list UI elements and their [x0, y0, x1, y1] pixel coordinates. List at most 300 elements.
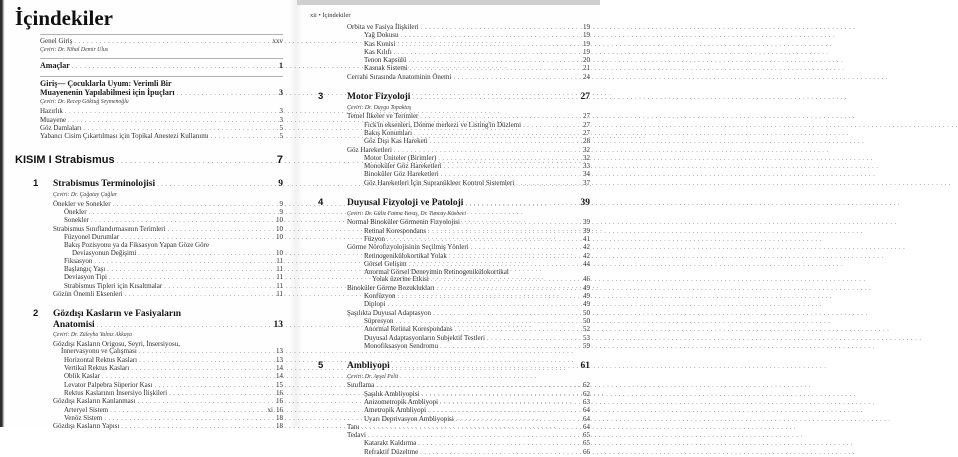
dot-leader — [487, 335, 581, 343]
translator-credit: Çeviri: Dr. Züleyha Yalnız Akkaya — [53, 332, 133, 339]
dot-leader — [438, 155, 581, 163]
toc-entry-label: Anormal Retinal Korespondans — [364, 325, 453, 334]
translator-credit: Çeviri: Dr. Çağatay Çağlar — [53, 191, 118, 198]
toc-entry-page: 65 — [583, 439, 590, 448]
toc-subsection — [310, 440, 590, 448]
toc-subsection — [15, 266, 283, 274]
dot-leader — [68, 117, 277, 125]
dot-leader — [440, 343, 581, 351]
dot-leader — [211, 133, 278, 141]
toc-entry-page: 62 — [583, 389, 590, 398]
right-page — [300, 0, 600, 456]
dot-leader — [97, 320, 272, 332]
toc-entry-label: Ambliyopi — [347, 361, 390, 372]
section-divider — [40, 58, 283, 59]
toc-subsection — [310, 49, 590, 57]
toc-subsection — [310, 180, 590, 188]
toc-entry-label: Süpresyon — [364, 316, 394, 325]
toc-entry-label: Gözdışı Kasların Yapısı — [53, 422, 120, 431]
dot-leader — [436, 285, 581, 293]
toc-entry-page: 16 — [276, 405, 283, 414]
toc-section — [310, 147, 590, 155]
dot-leader — [104, 415, 274, 423]
toc-entry-label: Motor Üniteler (Birimler) — [364, 153, 437, 162]
toc-entry-label: Göz Dışı Kas Hareketi — [364, 137, 428, 146]
toc-entry-page: 63 — [583, 397, 590, 406]
toc-entry-label: Fick'in eksenleri, Dönme merkezi ve Listing'in Düzlemi — [364, 120, 522, 129]
toc-entry-label: Giriş— Çocuklarla Uyum: Verimli Bir — [40, 78, 172, 88]
toc-section — [310, 74, 590, 82]
toc-front — [15, 62, 283, 72]
dot-leader — [89, 209, 278, 217]
toc-entry-label: Şaşılık Ambliyopisi — [364, 389, 420, 398]
toc-entry-page: 46 — [583, 275, 590, 284]
toc-entry-label: Kas Konisi — [364, 39, 396, 48]
toc-entry-page: 39 — [583, 226, 590, 235]
toc-entry-page: 10 — [276, 248, 283, 257]
toc-entry-label: Motor Fizyoloji — [347, 92, 411, 103]
toc-entry-page: 1 — [279, 61, 283, 71]
toc-entry-page: 5 — [279, 132, 283, 141]
dot-leader — [157, 179, 276, 191]
toc-subsection — [310, 163, 590, 171]
dot-leader — [121, 423, 274, 431]
toc-front — [15, 133, 283, 141]
toc-chapter — [318, 361, 590, 373]
dot-leader — [168, 226, 274, 234]
toc-entry-label: Binoküler Görme Bozuklukları — [347, 283, 435, 292]
toc-entry-page: 53 — [583, 333, 590, 342]
toc-entry-label: Rektus Kaslarının İnsersiyo İlişkileri — [64, 388, 168, 397]
toc-entry-label: İnnervasyonu ve Çalışması — [61, 347, 137, 356]
toc-entry-page: 64 — [583, 406, 590, 415]
toc-entry-label: Retinal Korespondans — [364, 226, 427, 235]
toc-entry-page: 52 — [583, 325, 590, 334]
toc-entry-page: 16 — [276, 397, 283, 406]
toc-entry-label: Füzyonel Durumlar — [64, 232, 120, 241]
toc-entry-label: Diplopi — [364, 300, 386, 309]
dot-leader — [137, 398, 274, 406]
toc-section — [15, 423, 283, 431]
toc-entry-label: Cerrahi Sırasında Anatominin Önemi — [347, 72, 452, 81]
toc-section — [15, 291, 283, 299]
toc-entry-page: 10 — [276, 216, 283, 225]
toc-entry-label: Anizometropik Ambliyopi — [364, 397, 439, 406]
toc-subsection — [15, 258, 283, 266]
toc-entry-page: 28 — [583, 137, 590, 146]
toc-items-right — [310, 24, 590, 457]
toc-entry-page: 27 — [580, 92, 590, 103]
dot-leader — [428, 228, 581, 236]
toc-entry-label: Bakış Konumları — [364, 128, 413, 137]
toc-entry-line — [40, 62, 283, 72]
toc-subsection — [310, 228, 590, 236]
toc-entry-page: 3 — [279, 115, 283, 124]
toc-entry-page: 9 — [279, 199, 283, 208]
toc-entry-line — [364, 228, 590, 236]
toc-entry-page: 21 — [583, 64, 590, 73]
toc-entry-label: Yağ Dokusu — [364, 31, 399, 40]
toc-entry-line — [53, 291, 283, 299]
toc-entry-label: Tedavi — [347, 431, 366, 440]
toc-entry-label: Yabancı Cisim Çıkartılması için Topikal Anestezi Kullanımı — [40, 132, 209, 141]
dot-leader — [107, 266, 274, 274]
toc-entry-label: Strabismus Tipleri için Kısaltmalar — [64, 281, 163, 290]
toc-subsection — [310, 335, 590, 343]
toc-entry-page: 9 — [279, 208, 283, 217]
dot-leader — [138, 250, 274, 258]
toc-entry-page: 3 — [279, 87, 283, 97]
toc-entry-line — [318, 361, 590, 373]
toc-entry-line — [347, 424, 590, 432]
dot-leader — [394, 49, 581, 57]
toc-entry-label: Fiksasyon — [64, 256, 93, 265]
toc-entry-label: Önekler — [64, 208, 87, 217]
section-divider — [40, 76, 283, 77]
toc-entry-label: Füzyon — [364, 234, 385, 243]
toc-entry-label: Orbita ve Fasiya İlişkileri — [347, 23, 419, 31]
toc-entry-label: Uyarı Deprivasyon Ambliyopisi — [364, 414, 454, 423]
toc-entry-label: Monofiksasyon Sendromu — [364, 341, 439, 350]
toc-subsection — [310, 57, 590, 65]
toc-entry-line — [364, 293, 590, 301]
toc-entry-page: 66 — [583, 447, 590, 456]
dot-leader — [414, 130, 581, 138]
toc-entry-page: xxv — [272, 37, 283, 45]
toc-entry-label: Monoküler Göz Hareketleri — [364, 162, 442, 171]
toc-entry-page: 49 — [583, 300, 590, 309]
toc-front — [15, 38, 283, 46]
toc-chapter — [318, 92, 590, 104]
dot-leader — [523, 122, 581, 130]
translator-credit: Çeviri: Dr. Güliz Fatma Yavaş, Dr. Tuncay Küsbeci — [347, 210, 466, 217]
dot-leader — [361, 424, 581, 432]
toc-entry-label: Anormal Görsel Deneyimin Retinogenikülokortikal — [364, 268, 509, 277]
toc-entry-label: Muayenenin Yapılabilmesi için İpuçları — [40, 87, 175, 97]
toc-entry-page: 20 — [583, 56, 590, 65]
dot-leader — [117, 154, 275, 169]
dot-leader — [169, 390, 274, 398]
dot-leader — [412, 92, 578, 104]
toc-entry-page: 5 — [279, 123, 283, 132]
dot-leader — [449, 253, 581, 261]
toc-entry-label: Göz Hareketleri — [347, 145, 392, 154]
toc-entry-label: Sonekler — [64, 216, 89, 225]
toc-entry-line — [364, 449, 590, 457]
toc-subsection — [15, 407, 283, 415]
toc-entry-line — [364, 138, 590, 146]
toc-section — [310, 24, 590, 32]
toc-entry-page: 39 — [580, 198, 590, 209]
toc-entry-label: Temel İlkeler ve Terimler — [347, 112, 419, 121]
translator-credit: Çeviri: Dr. Nihal Demir Ulus — [40, 47, 109, 54]
toc-entry-line — [64, 250, 283, 258]
dot-leader — [65, 108, 278, 116]
dot-leader — [421, 391, 581, 399]
dot-leader — [154, 382, 274, 390]
toc-entry-label: Başlangıç Yaşı — [64, 265, 106, 274]
toc-entry-line — [364, 343, 590, 351]
dot-leader — [139, 348, 274, 356]
toc-entry-page: 13 — [276, 347, 283, 356]
dot-leader — [397, 41, 581, 49]
toc-entry-page: 42 — [583, 251, 590, 260]
toc-entry-label: Sınıflama — [347, 381, 375, 390]
toc-entry-page: 14 — [276, 372, 283, 381]
toc-section — [310, 244, 590, 252]
toc-section — [15, 341, 283, 357]
dot-leader — [125, 291, 275, 299]
toc-subsection — [310, 391, 590, 399]
toc-entry-label: Katarakt Kaldırma — [364, 439, 417, 448]
toc-entry-label: Kas Kılıfı — [364, 47, 392, 56]
toc-entry-page: 13 — [276, 355, 283, 364]
toc-entry-line — [40, 133, 283, 141]
toc-entry-page: 49 — [583, 283, 590, 292]
toc-section — [310, 219, 590, 227]
toc-entry-label: Horizontal Rektus Kasları — [64, 355, 138, 364]
toc-entry-label: Kasnak Sistemi — [364, 64, 408, 73]
toc-entry-page: 44 — [583, 259, 590, 268]
toc-entry-label: Arteryel Sistem — [64, 405, 109, 414]
toc-entry-page: 10 — [276, 224, 283, 233]
page-number-left: xi — [267, 406, 273, 414]
toc-entry-label: Levator Palpebra Süperior Kası — [64, 380, 153, 389]
toc-section — [310, 310, 590, 318]
toc-subsection — [15, 242, 283, 258]
toc-chapter — [318, 198, 590, 210]
toc-entry-label: Refraktif Düzeltme — [364, 447, 419, 456]
toc-entry-label: Normal Binoküler Görmenin Fizyolojisi — [347, 218, 460, 227]
dot-leader — [139, 357, 274, 365]
dot-leader — [444, 163, 581, 171]
toc-entry-label: Yolak üzerine Etkisi — [372, 275, 429, 284]
dot-leader — [131, 365, 274, 373]
toc-entry-page: 49 — [583, 292, 590, 301]
toc-entry-page: 11 — [276, 281, 283, 290]
dot-leader — [398, 293, 582, 301]
toc-entry-label: Deviasyonun Değişimi — [72, 248, 137, 257]
dot-leader — [462, 219, 581, 227]
toc-entry-page: 19 — [583, 39, 590, 48]
toc-subsection — [310, 253, 590, 261]
toc-entry-line — [318, 92, 590, 104]
toc-subsection — [310, 122, 590, 130]
dot-leader — [430, 138, 581, 146]
dot-leader — [72, 62, 277, 72]
dot-leader — [456, 416, 581, 424]
toc-entry-page: 37 — [583, 178, 590, 187]
toc-entry-page: 19 — [583, 47, 590, 56]
dot-leader — [74, 38, 270, 46]
toc-entry-label: Strabismus Sınıflandırmasının Terimleri — [53, 224, 166, 233]
toc-entry-label: Hazırlık — [40, 107, 63, 116]
chapter-number: 1 — [33, 178, 39, 190]
toc-entry-line — [40, 89, 283, 99]
toc-entry-line — [33, 309, 283, 320]
toc-entry-label: Görme Nörofizyolojisinin Seçilmiş Yönleri — [347, 243, 469, 252]
dot-leader — [177, 89, 277, 99]
toc-subsection — [310, 130, 590, 138]
toc-entry-label: Deviasyon Tipi — [64, 273, 107, 282]
toc-entry-label: Tenon Kapsülü — [364, 56, 407, 65]
toc-subsection — [310, 41, 590, 49]
toc-entry-page: 11 — [276, 273, 283, 282]
toc-entry-line — [347, 74, 590, 82]
toc-chapter — [33, 179, 283, 191]
toc-section — [310, 432, 590, 440]
dot-leader — [164, 283, 274, 291]
toc-entry-page: 32 — [583, 153, 590, 162]
toc-section — [310, 285, 590, 293]
dot-leader — [431, 276, 581, 284]
toc-subsection — [310, 293, 590, 301]
toc-entry-label: Oblik Kaslar — [64, 372, 100, 381]
toc-entry-page: 50 — [583, 316, 590, 325]
dot-leader — [433, 310, 581, 318]
page-title: İçindekiler — [15, 6, 113, 30]
toc-entry-label: Şaşılıkta Duyusal Adaptasyon — [347, 308, 431, 317]
toc-entry-label: Ametropik Ambliyopi — [364, 406, 427, 415]
toc-entry-page: 10 — [276, 232, 283, 241]
dot-leader — [392, 361, 579, 373]
toc-entry-page: 13 — [273, 319, 283, 330]
toc-entry-label: Konfüzyon — [364, 292, 396, 301]
toc-entry-line — [53, 423, 283, 431]
section-divider — [40, 34, 283, 35]
dot-leader — [418, 440, 581, 448]
toc-entry-line — [364, 41, 590, 49]
dot-leader — [421, 24, 581, 32]
toc-entry-line — [64, 209, 283, 217]
toc-entry-page: 50 — [583, 308, 590, 317]
toc-entry-label: Anatomisi — [53, 319, 95, 330]
toc-subsection — [310, 343, 590, 351]
toc-entry-label: Önekler ve Sonekler — [53, 199, 111, 208]
toc-entry-page: 41 — [583, 234, 590, 243]
toc-entry-label: Gözdışı Kasların ve Fasiyaların — [53, 309, 181, 320]
dot-leader — [440, 399, 581, 407]
dot-leader — [453, 74, 581, 82]
toc-entry-page: 14 — [276, 364, 283, 373]
translator-credit: Çeviri: Dr. Ayşel Pelit — [347, 373, 399, 380]
toc-subsection — [310, 32, 590, 40]
dot-leader — [113, 201, 278, 209]
toc-entry-line — [15, 154, 283, 169]
toc-entry-label: Duyusal Fizyoloji ve Patoloji — [347, 198, 464, 209]
toc-entry-page: 61 — [580, 361, 590, 372]
toc-chapter — [33, 309, 283, 331]
toc-entry-page: 64 — [583, 422, 590, 431]
toc-entry-page: 32 — [583, 145, 590, 154]
toc-entry-page: 11 — [276, 290, 283, 299]
toc-entry-page: 27 — [583, 128, 590, 137]
dot-leader — [465, 198, 578, 210]
toc-entry-label: Strabismus Terminolojisi — [53, 179, 156, 190]
toc-entry-page: 64 — [583, 414, 590, 423]
toc-entry-label: Göz Damlaları — [40, 123, 82, 132]
dot-leader — [471, 244, 581, 252]
dot-leader — [94, 258, 274, 266]
toc-entry-page: 19 — [583, 23, 590, 31]
toc-entry-page: 16 — [276, 388, 283, 397]
toc-entry-label: Gözdışı Kasların Origosu, Seyri, İnsersiyosu, — [53, 340, 180, 349]
toc-entry-page: 27 — [583, 120, 590, 129]
toc-entry-label: Retinogenikülokortikal Yolak — [364, 251, 447, 260]
toc-section — [15, 398, 283, 406]
toc-entry-label: Göz Hareketleri İçin Supranükleer Kontrol Sistemleri — [364, 178, 515, 187]
dot-leader — [420, 449, 581, 457]
toc-entry-label: Amaçlar — [40, 61, 70, 71]
toc-entry-page: 62 — [583, 381, 590, 390]
chapter-number: 5 — [318, 360, 324, 372]
toc-entry-page: 11 — [276, 256, 283, 265]
toc-subsection — [310, 155, 590, 163]
toc-section — [310, 382, 590, 390]
toc-subsection — [15, 365, 283, 373]
toc-entry-label: Bakış Pozisyonu ya da Fiksasyon Yapan Göze Göre — [64, 241, 210, 250]
toc-entry-page: 59 — [583, 341, 590, 350]
dot-leader — [110, 407, 274, 415]
toc-entry-label: Venöz Sistem — [64, 413, 103, 422]
toc-entry-page: 33 — [583, 162, 590, 171]
toc-entry-label: Binoküler Göz Hareketleri — [364, 170, 439, 179]
toc-entry-label: Duyusal Adaptasyonların Subjektif Testleri — [364, 333, 485, 342]
toc-entry-line — [364, 180, 590, 188]
toc-subsection — [310, 269, 590, 285]
toc-entry-line — [364, 32, 590, 40]
left-page — [0, 0, 300, 431]
toc-entry-page: 65 — [583, 431, 590, 440]
toc-entry-page: 39 — [583, 218, 590, 227]
toc-entry-line — [33, 320, 283, 332]
toc-entry-page: 11 — [276, 265, 283, 274]
toc-entry-label: Vertikal Rektus Kasları — [64, 364, 130, 373]
toc-entry-label: Gözün Önemli Eksenleri — [53, 290, 123, 299]
chapter-number: 4 — [318, 197, 324, 209]
toc-entry-label: Muayene — [40, 115, 67, 124]
toc-entry-line — [318, 198, 590, 210]
toc-entry-page: 42 — [583, 243, 590, 252]
toc-entry-label: Genel Giriş — [40, 37, 73, 45]
toc-items-left — [15, 34, 283, 431]
dot-leader — [408, 57, 581, 65]
toc-subsection — [15, 357, 283, 365]
toc-entry-page: 9 — [278, 179, 283, 190]
toc-entry-page: 7 — [276, 154, 283, 167]
toc-entry-page: 24 — [583, 72, 590, 81]
toc-entry-label: Tanı — [347, 422, 360, 431]
translator-credit: Çeviri: Dr. Recep Göktuğ Seymenoğlu — [40, 99, 129, 106]
toc-section — [15, 226, 283, 234]
toc-entry-label: Gözdışı Kasların Kanlanması — [53, 397, 136, 406]
toc-front — [15, 80, 283, 99]
toc-entry-page: 18 — [276, 422, 283, 431]
toc-entry-page: 18 — [276, 413, 283, 422]
toc-entry-line — [364, 416, 590, 424]
toc-entry-page: 19 — [583, 31, 590, 40]
toc-subsection — [310, 449, 590, 457]
toc-subsection — [15, 209, 283, 217]
toc-entry-line — [33, 179, 283, 191]
chapter-number: 2 — [33, 308, 39, 320]
dot-leader — [516, 180, 581, 188]
toc-entry-label: Görsel Gelişim — [364, 259, 407, 268]
toc-entry-page: 15 — [276, 380, 283, 389]
toc-entry-line — [53, 201, 283, 209]
translator-credit: Çeviri: Dr. Duygu Topaktaş — [347, 104, 412, 111]
toc-entry-line — [40, 38, 283, 46]
